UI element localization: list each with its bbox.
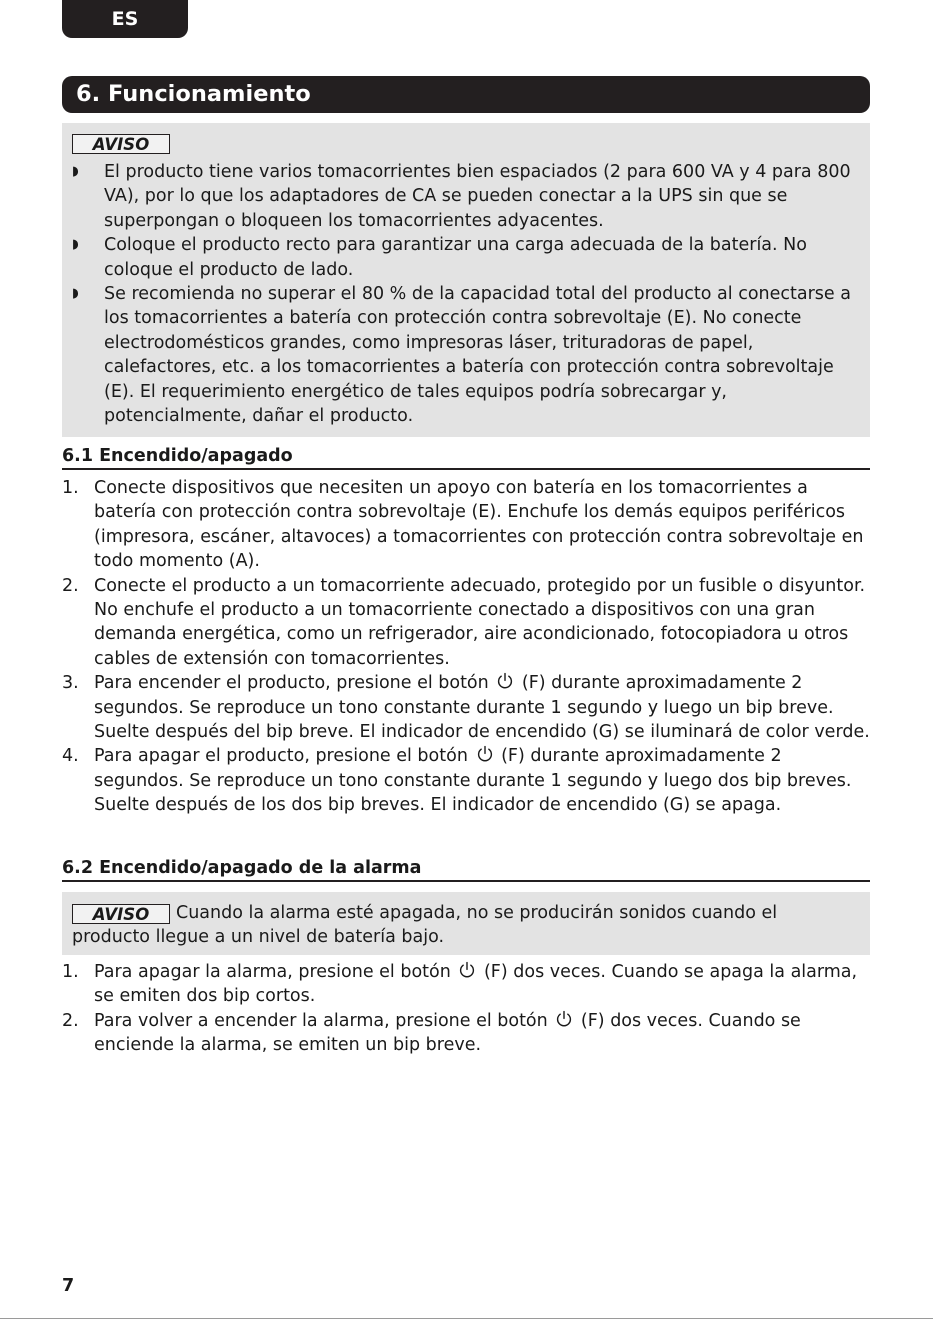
notice-item: ◗ El producto tiene varios tomacorrientes bien espaciados (2 para 600 VA y 4 para 800 VA), por lo que los adaptadores de CA se pueden conectar a la UPS sin que se superpongan o bloqueen los tomacorrientes adyacentes. bbox=[72, 162, 851, 231]
subsection-heading: 6.1 Encendido/apagado bbox=[62, 444, 870, 470]
power-icon bbox=[458, 961, 476, 979]
notice-item: ◗ Coloque el producto recto para garantizar una carga adecuada de la batería. No coloque el producto de lado. bbox=[72, 235, 807, 280]
power-icon bbox=[496, 672, 514, 690]
notice-item: ◗ Se recomienda no superar el 80 % de la capacidad total del producto al conectarse a los tomacorrientes a batería con protección contra sobrevoltaje (E). No conecte electrodomésticos grandes, como impresoras láser, trituradoras de papel, calefactores, etc. a los tomacorrientes a batería con protección contra sobrevoltaje (E). El requerimiento energético de tales equipos podría sobrecargar y, potencialmente, dañar el producto. bbox=[72, 284, 851, 427]
notice-list bbox=[72, 160, 856, 428]
notice-label: AVISO bbox=[72, 904, 170, 924]
notice-text: Cuando la alarma esté apagada, no se producirán sonidos cuando el producto llegue a un nivel de batería bajo. bbox=[72, 903, 778, 948]
bullet-triangle-icon: ◗ bbox=[72, 237, 79, 253]
bullet-triangle-icon: ◗ bbox=[72, 164, 79, 179]
notice-box bbox=[62, 892, 870, 955]
power-icon bbox=[476, 745, 494, 763]
step-item: 3. Para encender el producto, presione el botón (F) durante aproximadamente 2 segundos. Se reproduce un tono constante durante 1 segundo y luego un bip breve. Suelte después del bip breve. El indicador de encendido (G) se iluminará de color verde. bbox=[62, 673, 870, 743]
step-item: 4. Para apagar el producto, presione el botón (F) durante aproximadamente 2 segundos. Se reproduce un tono constante durante 1 segundo y luego dos bip breves. Suelte después de los dos bip breves. El indicador de encendido (G) se apaga. bbox=[62, 746, 852, 816]
section-title: 6. Funcionamiento bbox=[62, 76, 870, 113]
step-number: 2. bbox=[62, 1010, 79, 1031]
step-number: 3. bbox=[62, 673, 79, 694]
notice-label: AVISO bbox=[72, 134, 170, 154]
subsection-heading: 6.2 Encendido/apagado de la alarma bbox=[62, 856, 870, 882]
step-text: Conecte el producto a un tomacorriente adecuado, protegido por un fusible o disyuntor. No enchufe el producto a un tomacorriente conectado a dispositivos con una gran demanda energética, como un refrigerador, aire acondicionado, fotocopiadora u otros cables de extensión con tomacorrientes. bbox=[94, 575, 866, 669]
step-number: 1. bbox=[62, 962, 79, 982]
notice-box bbox=[62, 123, 870, 437]
step-item bbox=[62, 476, 874, 574]
step-number: 4. bbox=[62, 746, 79, 767]
step-item bbox=[62, 574, 874, 672]
step-number: 2. bbox=[62, 575, 79, 596]
step-item: 1. Para apagar la alarma, presione el botón (F) dos veces. Cuando se apaga la alarma, se emiten dos bip cortos. bbox=[62, 962, 858, 1007]
power-icon bbox=[555, 1010, 573, 1028]
step-item: 2. Para volver a encender la alarma, presione el botón (F) dos veces. Cuando se enciende la alarma, se emiten un bip breve. bbox=[62, 1010, 801, 1056]
page-bottom-rule bbox=[0, 1318, 933, 1319]
steps-list bbox=[62, 476, 874, 818]
step-text: Conecte dispositivos que necesiten un apoyo con batería en los tomacorrientes a batería con protección contra sobrevoltaje (E). Enchufe los demás equipos periféricos (impresora, escáner, altavoces) a tomacorrientes con protección contra sobrevoltaje en todo momento (A). bbox=[94, 478, 864, 572]
bullet-triangle-icon: ◗ bbox=[72, 286, 79, 302]
step-number: 1. bbox=[62, 478, 79, 498]
steps-list bbox=[62, 960, 874, 1058]
language-tab: ES bbox=[62, 0, 188, 38]
page-number: 7 bbox=[62, 1276, 75, 1296]
